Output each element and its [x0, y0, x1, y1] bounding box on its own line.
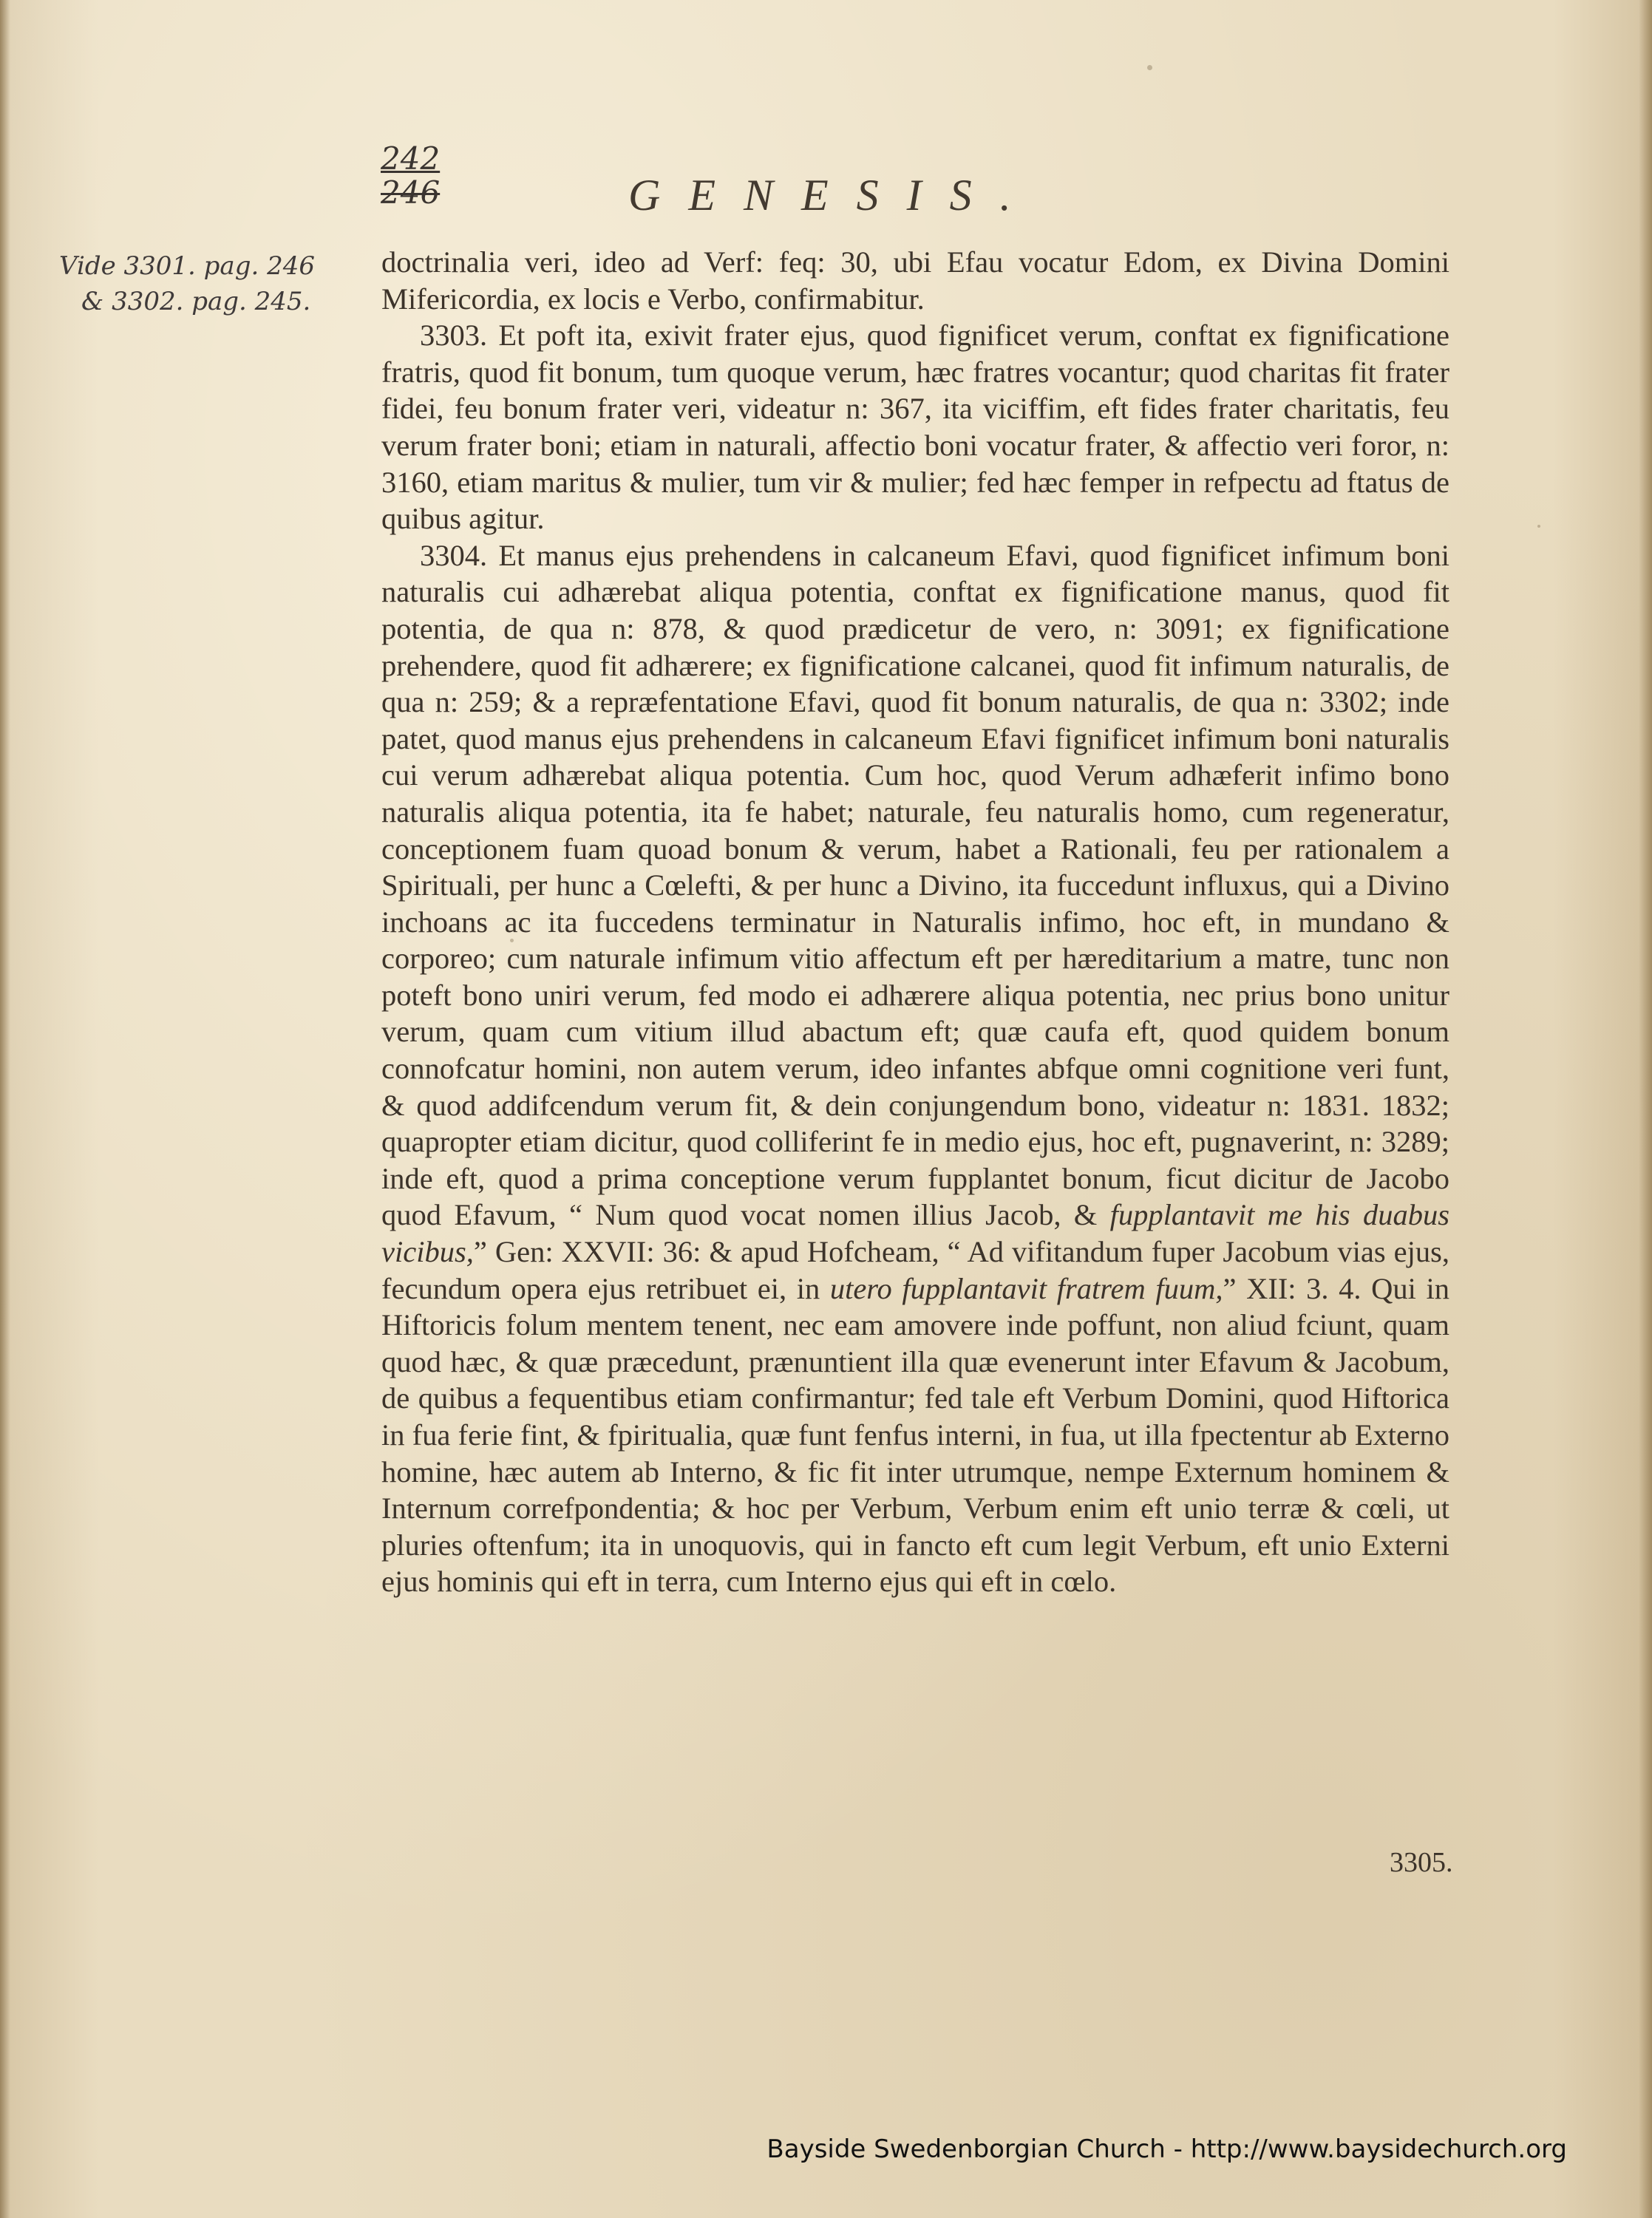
- page-edge-right: [1639, 0, 1652, 2218]
- running-head: GENESIS.: [628, 171, 1039, 220]
- paper-speck: [1147, 65, 1152, 70]
- handwritten-page-number: [381, 142, 484, 210]
- paper-speck: [510, 939, 514, 942]
- paragraph-3303: [381, 317, 1449, 537]
- footer-credit: Bayside Swedenborgian Church - http://www.baysidechurch.org: [766, 2134, 1567, 2164]
- margin-note: [59, 248, 340, 319]
- page-edge-left: [0, 0, 10, 2218]
- margin-note-line-1: Vide 3301. pag. 246: [59, 251, 315, 281]
- catchword: 3305.: [1390, 1847, 1453, 1878]
- text-run: ” XII: 3. 4. Qui in Hiftoricis folum mentem tenent, nec eam amovere inde poffunt, non aliud fciunt, quam quod hæc, & quæ præcedunt, prænuntient illa quæ evenerunt inter Efavum & Jacobum, de quibus a fequentibus etiam confirmantur; fed tale eft Verbum Domini, quod Hiftorica in fua ferie fint, & fpiritualia, quæ funt fenfus interni, in fua, ut illa fpectentur ab Externo homine, hæc autem ab Interno, & fic fit inter utrumque, nempe Externum hominem & Internum correfpondentia; & hoc per Verbum, Verbum enim eft unio terræ & cœli, ut pluries oftenfum; ita in unoquovis, qui in fancto eft cum legit Verbum, eft unio Externi ejus hominis qui eft in terra, cum Interno ejus qui eft in cœlo.: [381, 1271, 1449, 1599]
- paragraph-continuation: [381, 244, 1449, 317]
- text-run: doctrinalia veri, ideo ad Verf: feq: 30, ubi Efau vocatur Edom, ex Divina Domini Mifericordia, ex locis e Verbo, confirmabitur.: [381, 245, 1449, 316]
- italic-quotation: fupplantavit me his duabus vicibus,: [381, 1198, 1449, 1269]
- italic-quotation: utero fupplantavit fratrem fuum,: [829, 1271, 1223, 1305]
- text-run: 3303. Et poft ita, exivit frater ejus, quod fignificet verum, conftat ex fignificatione fratris, quod fit bonum, tum quoque verum, hæc fratres vocantur; quod charitas fit frater fidei, feu bonum frater veri, videatur n: 367, ita viciffim, eft fides frater charitatis, feu verum frater boni; etiam in naturali, affectio boni vocatur frater, & affectio veri foror, n: 3160, etiam maritus & mulier, tum vir & mulier; fed hæc femper in refpectu ad ftatus de quibus agitur.: [381, 319, 1449, 536]
- page-number-struck: 246: [381, 174, 441, 211]
- text-run: 3304. Et manus ejus prehendens in calcaneum Efavi, quod fignificet infimum boni naturalis cui adhærebat aliqua potentia, conftat ex fignificatione manus, quod fit potentia, de qua n: 878, & quod prædicetur de vero, n: 3091; ex fignificatione prehendere, quod fit adhærere; ex fignificatione calcanei, quod fit infimum naturalis, de qua n: 259; & a repræfentatione Efavi, quod fit bonum naturalis, de qua n: 3302; inde patet, quod manus ejus prehendens in calcaneum Efavi fignificet infimum boni naturalis cui verum adhærebat aliqua potentia. Cum hoc, quod Verum adhæferit infimo bono naturalis aliqua potentia, ita fe habet; naturale, feu naturalis homo, cum regeneratur, conceptionem fuam quoad bonum & verum, habet a Rationali, feu per rationalem a Spirituali, per hunc a Cœlefti, & per hunc a Divino, ita fuccedunt influxus, qui a Divino inchoans ac ita fuccedens terminatur in Naturalis infimo, hoc eft, in mundano & corporeo; cum naturale infimum vitio affectum eft per hæreditarium a matre, tunc non poteft bono uniri verum, fed modo ei adhærere aliqua potentia, nec prius bono unitur verum, quam cum vitium illud abactum eft; quæ caufa eft, quod quidem bonum connofcatur homini, non autem verum, ideo infantes abfque omni cognitione veri funt, & quod addifcendum verum fit, & dein conjungendum bono, videatur n: 1831. 1832; quapropter etiam dicitur, quod colliferint fe in medio ejus, hoc eft, pugnaverint, n: 3289; inde eft, quod a prima conceptione verum fupplantet bonum, ficut dicitur de Jacobo quod Efavum, “ Num quod vocat nomen illius Jacob, &: [381, 538, 1449, 1232]
- paper-speck: [1537, 525, 1540, 528]
- paragraph-3304: [381, 537, 1449, 1600]
- text-run: ” Gen: XXVII: 36: & apud Hofcheam, “ Ad vifitandum fuper Jacobum vias ejus, fecundum opera ejus retribuet ei, in: [381, 1235, 1449, 1305]
- body-text: [381, 244, 1449, 1600]
- page-number-current: 242: [381, 140, 441, 177]
- margin-note-line-2: & 3302. pag. 245.: [81, 287, 311, 316]
